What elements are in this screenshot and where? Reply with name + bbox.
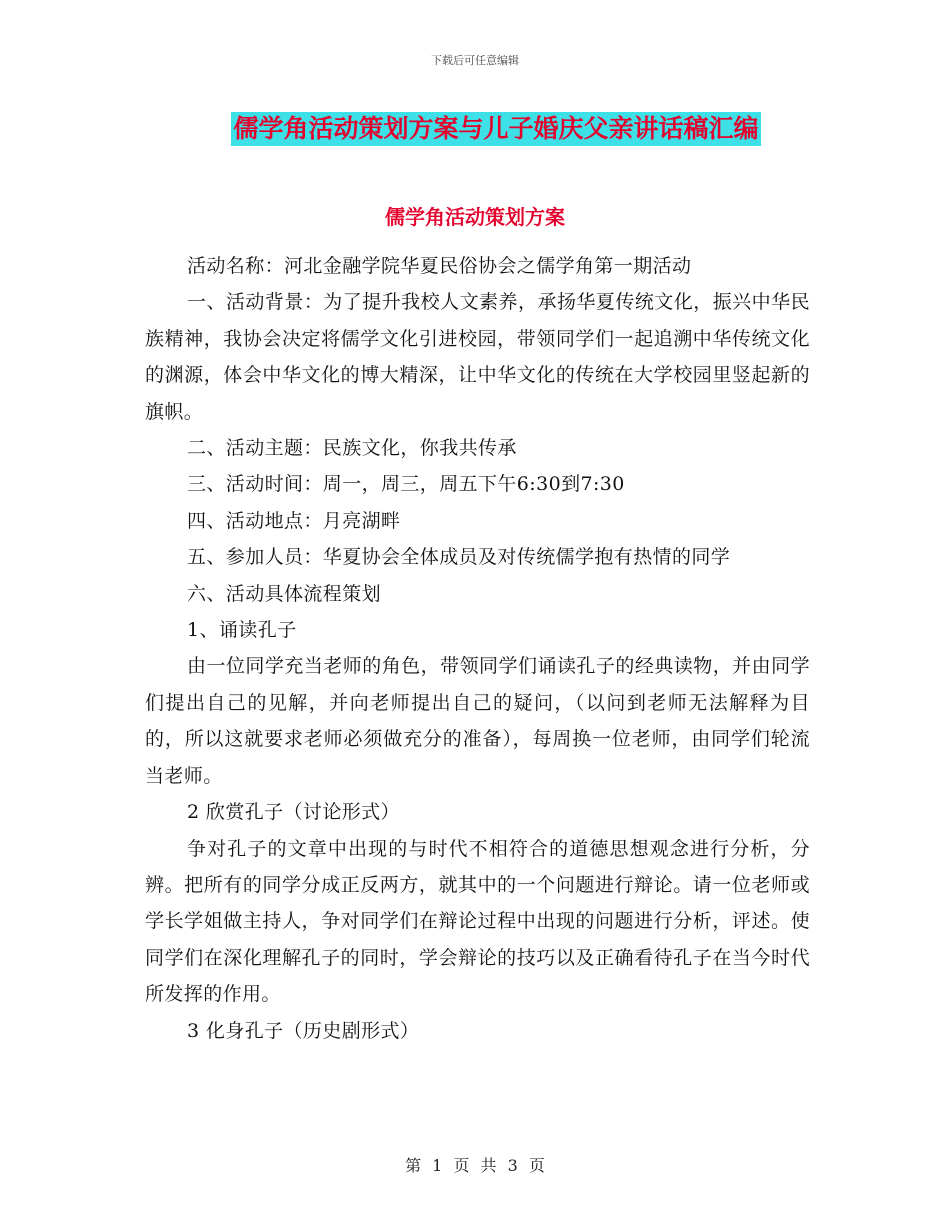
paragraph-location: 四、活动地点：月亮湖畔 [187,509,401,532]
document-body [145,248,810,1049]
document-title: 儒学角活动策划方案与儿子婚庆父亲讲话稿汇编 [231,112,760,146]
paragraph-step-3-heading: 3 化身孔子（历史剧形式） [187,1019,420,1042]
paragraph-theme: 二、活动主题：民族文化，你我共传承 [187,437,517,460]
document-title-container [0,112,950,146]
paragraph-participants: 五、参加人员：华夏协会全体成员及对传统儒学抱有热情的同学 [187,546,731,569]
paragraph-time: 三、活动时间：周一，周三，周五下午6:30到7:30 [187,473,625,496]
section-title: 儒学角活动策划方案 [385,205,565,229]
header-note: 下载后可任意编辑 [431,54,519,67]
paragraph-background: 一、活动背景：为了提升我校人文素养，承扬华夏传统文化，振兴中华民族精神，我协会决定将儒学文化引进校园，带领同学们一起追溯中华传统文化的渊源，体会中华文化的博大精深，让中华文化的传统在大学校园里竖起新的旗帜。 [145,291,810,423]
paragraph-activity-name: 活动名称：河北金融学院华夏民俗协会之儒学角第一期活动 [187,255,692,277]
paragraph-step-1-heading: 1、诵读孔子 [187,619,297,642]
paragraph-process-heading: 六、活动具体流程策划 [187,582,382,605]
paragraph-step-2-heading: 2 欣赏孔子（讨论形式） [187,801,400,824]
paragraph-step-2-body: 争对孔子的文章中出现的与时代不相符合的道德思想观念进行分析，分辨。把所有的同学分成正反两方，就其中的一个问题进行辩论。请一位老师或学长学姐做主持人，争对同学们在辩论过程中出现的问题进行分析，评述。使同学们在深化理解孔子的同时，学会辩论的技巧以及正确看待孔子在当今时代所发挥的作用。 [145,837,810,1006]
page-footer: 第 1 页 共 3 页 [405,1156,545,1175]
paragraph-step-1-body: 由一位同学充当老师的角色，带领同学们诵读孔子的经典读物，并由同学们提出自己的见解，并向老师提出自己的疑问，（以问到老师无法解释为目的，所以这就要求老师必须做充分的准备），每周换一位老师，由同学们轮流当老师。 [145,655,810,787]
